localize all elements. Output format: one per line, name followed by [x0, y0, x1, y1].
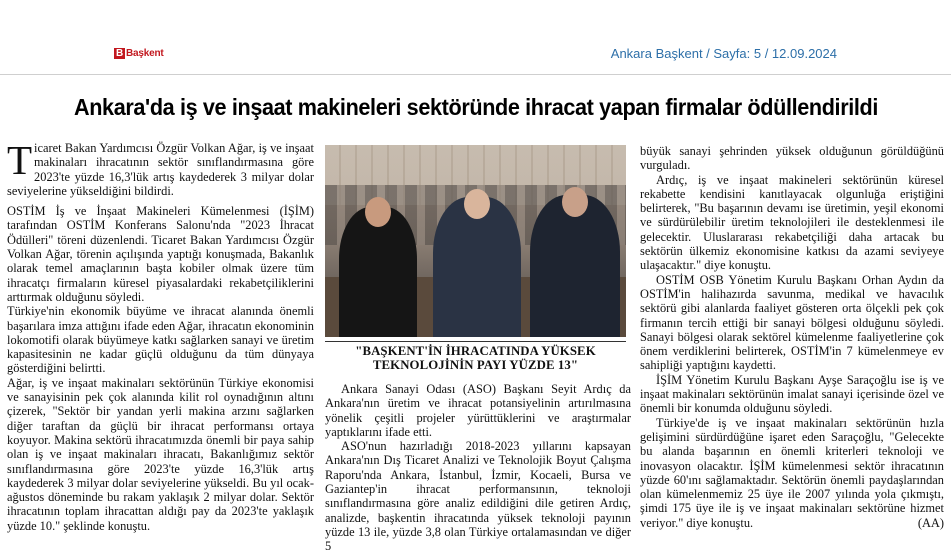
photo-face: [365, 197, 391, 227]
publication-logo: [114, 48, 164, 59]
headline-text: Ankara'da iş ve inşaat makineleri sektöründe ihracat yapan firmalar ödüllendirildi: [73, 94, 878, 120]
paragraph: Ticaret Bakan Yardımcısı Özgür Volkan Ağar, iş ve inşaat makinaları ihracatının sektör sınıflandırmasına göre 2023'te yüzde 16,3'lük artış kaydederek 3 milyar dolar seviyelerine yükseldiğini bildirdi.: [7, 137, 314, 198]
photo-face: [464, 189, 490, 219]
paragraph: ASO'nun hazırladığı 2018-2023 yıllarını kapsayan Ankara'nın Dış Ticaret Analizi ve Teknolojik Boyut Çalışma Raporu'nda Ankara, İstanbul, İzmir, Kocaeli, Bursa ve Gaziantep'in ihracat performansının, teknoloji sınıflandırmasına göre analiz edildiğini dile getiren Ardıç, analizde, başkentin ihracatında yüksek teknoloji payının yüzde 13 ile, yüzde 3,8 olan Türkiye ortalamasından ve diğer 5: [325, 439, 631, 554]
logo-text: Başkent: [126, 48, 164, 59]
paragraph: Türkiye'de iş ve inşaat makinaları sektörünün hızla gelişimini sürdürdüğüne işaret eden Saraçoğlu, "Gelecekte bu alanda başarının en önemli kriterleri teknoloji ve inovasyon olacaktır. İŞİM kümelenmesi sektör ihracatının yüzde 60'ını sağlamaktadır. Sektörün önemli paydaşlarından olan kümelenmemiz 25 üye ile 2007 yılında yola çıkmıştı, şimdi 175 üye ile iş ve inşaat makinaları sektörüne hizmet veriyor." diye konuştu.: [640, 415, 944, 530]
article-column-1: [7, 137, 314, 533]
drop-cap: T: [7, 137, 33, 183]
paragraph: Ardıç, iş ve inşaat makineleri sektörünün küresel rekabette kendisini kanıtlayacak olgunluğa eriştiğini belirterek, "Bu başarının devamı ise üretimin, yeşil ekonomi ve sürdürülebilir üretim teknolojileri ile desteklenmesi ile gelecektir. Uluslararası rekabetçiliği daha artacak bu sektörün ülkemiz ekonomisine katkısı da azami seviyeye ulaşacaktır." diye konuştu.: [640, 172, 944, 273]
article-column-3: [640, 144, 944, 530]
paragraph: Ankara Sanayi Odası (ASO) Başkanı Seyit Ardıç da Ankara'nın üretim ve ihracat potansiyelinin artırılmasına yönelik çeşitli projeler yürüttüklerini ve araştırmalar yaptıklarını ifade etti.: [325, 382, 631, 439]
article-column-2: [325, 382, 631, 554]
news-agency-credit: (AA): [917, 516, 944, 531]
paragraph: büyük sanayi şehrinden yüksek olduğunun görüldüğünü vurguladı.: [640, 144, 944, 173]
headline-box: [4, 85, 947, 130]
news-photo: [325, 145, 626, 337]
paragraph: Türkiye'nin ekonomik büyüme ve ihracat alanında önemli başarılara imza attığını ifade eden Ağar, ihracatın ekonominin lokomotifi olarak büyümeye katkı sağlarken sanayi ve üretim kapasitesinin ne kadar güçlü olduğunu da tüm dünyaya gösterdiğini belirtti.: [7, 304, 314, 376]
logo-mark: B: [116, 48, 124, 59]
source-meta: Ankara Başkent / Sayfa: 5 / 12.09.2024: [610, 46, 837, 61]
paragraph: İŞİM Yönetim Kurulu Başkanı Ayşe Saraçoğlu ise iş ve inşaat makinaları sektörünün imalat sanayi içerisinde özel ve önemli bir konumda olduğunu söyledi.: [640, 372, 944, 416]
top-divider: [0, 74, 951, 75]
photo-face: [562, 187, 588, 217]
paragraph: OSTİM İş ve İnşaat Makineleri Kümelenmesi (İŞİM) tarafından OSTİM Konferans Salonu'nda "2023 İhracat Ödülleri" töreni düzenlendi. Ticaret Bakan Yardımcısı Özgür Volkan Ağar, törenin açılışında yaptığı konuşmada, Bakanlık olarak temel amaçlarının başta kobiler olmak üzere tüm ihracatçı firmaların küresel piyasalardaki rekabetçiliklerini arttırmak olduğunu söyledi.: [7, 204, 314, 304]
paragraph: OSTİM OSB Yönetim Kurulu Başkanı Orhan Aydın da OSTİM'in halihazırda savunma, medikal ve havacılık sektörü gibi alanlarda faaliyet gösteren orta ölçekli pek çok firmanın tercih ettiği bir sanayi bölgesi olduğunu söyledi. Sanayi bölgesi olarak sektörel kümelenme faaliyetlerine çok önem verdiklerini belirterek, OSTİM'in 7 kümelenmeye ev sahipliği yaptığını kaydetti.: [640, 272, 944, 373]
photo-caption: "BAŞKENT'İN İHRACATINDA YÜKSEK TEKNOLOJİNİN PAYI YÜZDE 13": [325, 341, 626, 372]
paragraph: Ağar, iş ve inşaat makinaları sektörünün Türkiye ekonomisi ve sanayisinin pek çok alanında kilit rol oynadığının altını çizerek, "Sektör bir yandan yerli makina arzını sağlarken diğer taraftan da güçlü bir ihracat performansı ortaya koyuyor. Makina sektörü ihracatımızda önemli bir paya sahip olan iş ve inşaat makinaları ihracatı, Bakanlığımız sektör sınıflandırmasına göre 2023'te yüzde 16,3'lük artış kaydederek 3 milyar dolar seviyelerine yükseldi. Bu yıl ocak-ağustos döneminde bu rakam yaklaşık 2 milyar dolar. Sektör ihracatının toplam ihracattan aldığı pay da 2023'te yaklaşık yüzde 10." şeklinde konuştu.: [7, 375, 314, 533]
